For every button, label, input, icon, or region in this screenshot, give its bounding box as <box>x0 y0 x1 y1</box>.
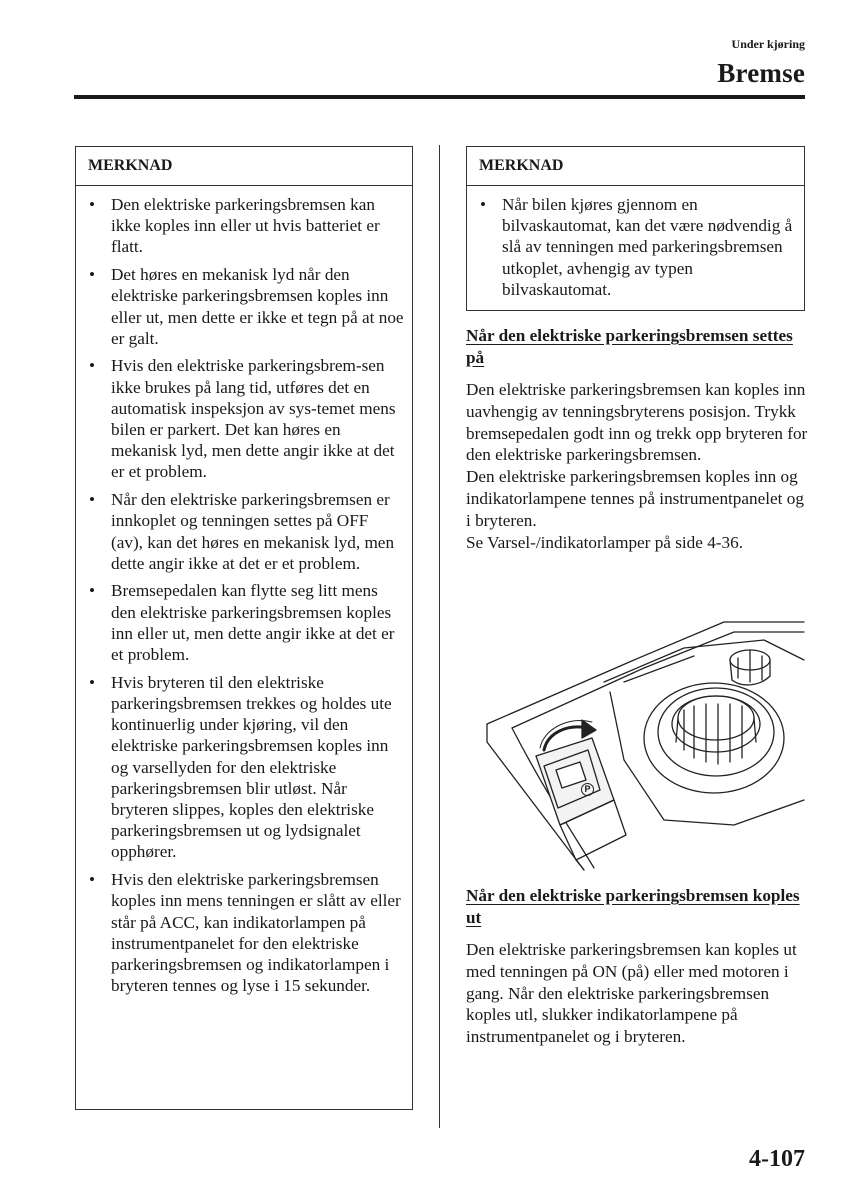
switch-p-label: P <box>581 783 594 796</box>
note-item: • Bremsepedalen kan flytte seg litt mens den elektriske parkeringsbremsen koples inn eller ut, men dette angir ikke at det er et problem. <box>111 580 404 665</box>
page-number: 4-107 <box>749 1146 805 1172</box>
note-list <box>76 186 412 1004</box>
note-list <box>467 186 804 308</box>
note-item: • Hvis den elektriske parkeringsbremsen koples inn mens tenningen er slått av eller står på ACC, kan indikatorlampen på instrumentpanelet for den elektriske parkeringsbremsen og indikatorlampen i bryteren tennes og lyse i 15 sekunder. <box>111 869 404 996</box>
right-note-box <box>466 146 805 311</box>
body-paragraph: Den elektriske parkeringsbremsen kan koples inn uavhengig av tenningsbryterens posisjon. Trykk bremsepedalen godt inn og trekk opp bryteren for den elektriske parkeringsbremsen. <box>466 380 808 465</box>
section-label: Under kjøring <box>731 37 805 51</box>
engage-body <box>466 379 811 553</box>
note-item: • Når bilen kjøres gjennom en bilvaskautomat, kan det være nødvendig å slå av tenningen med parkeringsbremsen utkoplet, avhengig av typen bilvaskautomat. <box>502 194 796 300</box>
note-item: • Det høres en mekanisk lyd når den elektriske parkeringsbremsen koples inn eller ut, men dette er ikke et tegn på at noe er galt. <box>111 264 404 349</box>
note-item: • Hvis bryteren til den elektriske parkeringsbremsen trekkes og holdes ute kontinuerlig under kjøring, vil den elektriske parkeringsbremsen koples inn og varsellyden for den elektriske parkeringsbremsen blir utløst. Når bryteren slippes, koples den elektriske parkeringsbremsen ut og lydsignalet opphører. <box>111 672 404 863</box>
left-note-box <box>75 146 413 1110</box>
body-paragraph: Se Varsel-/indikatorlamper på side 4-36. <box>466 532 743 552</box>
page-title: Bremse <box>717 58 805 88</box>
release-heading: Når den elektriske parkeringsbremsen koples ut <box>466 886 800 927</box>
note-item: • Den elektriske parkeringsbremsen kan ikke koples inn eller ut hvis batteriet er flatt. <box>111 194 404 258</box>
engage-heading: Når den elektriske parkeringsbremsen settes på <box>466 326 793 367</box>
header-rule <box>74 95 805 99</box>
parking-brake-illustration <box>484 620 806 872</box>
note-heading: MERKNAD <box>467 147 804 186</box>
body-paragraph: Den elektriske parkeringsbremsen kan koples ut med tenningen på ON (på) eller med motoren i gang. Når den elektriske parkeringsbremsen koples utl, slukker indikatorlampene på instrumentpanelet og i bryteren. <box>466 940 797 1047</box>
body-paragraph: Den elektriske parkeringsbremsen koples inn og indikatorlampene tennes på instrumentpanelet og i bryteren. <box>466 467 804 530</box>
note-heading: MERKNAD <box>76 147 412 186</box>
note-item: • Hvis den elektriske parkeringsbrem-sen ikke brukes på lang tid, utføres det en automatisk inspeksjon av sys-temet mens bilen er parkert. Det kan høres en mekanisk lyd, men dette angir ikke at det er et problem. <box>111 355 404 482</box>
note-item: • Når den elektriske parkeringsbremsen er innkoplet og tenningen settes på OFF (av), kan det høres en mekanisk lyd, men dette angir ikke at det er et problem. <box>111 489 404 574</box>
release-body <box>466 939 811 1048</box>
column-divider <box>439 145 440 1128</box>
